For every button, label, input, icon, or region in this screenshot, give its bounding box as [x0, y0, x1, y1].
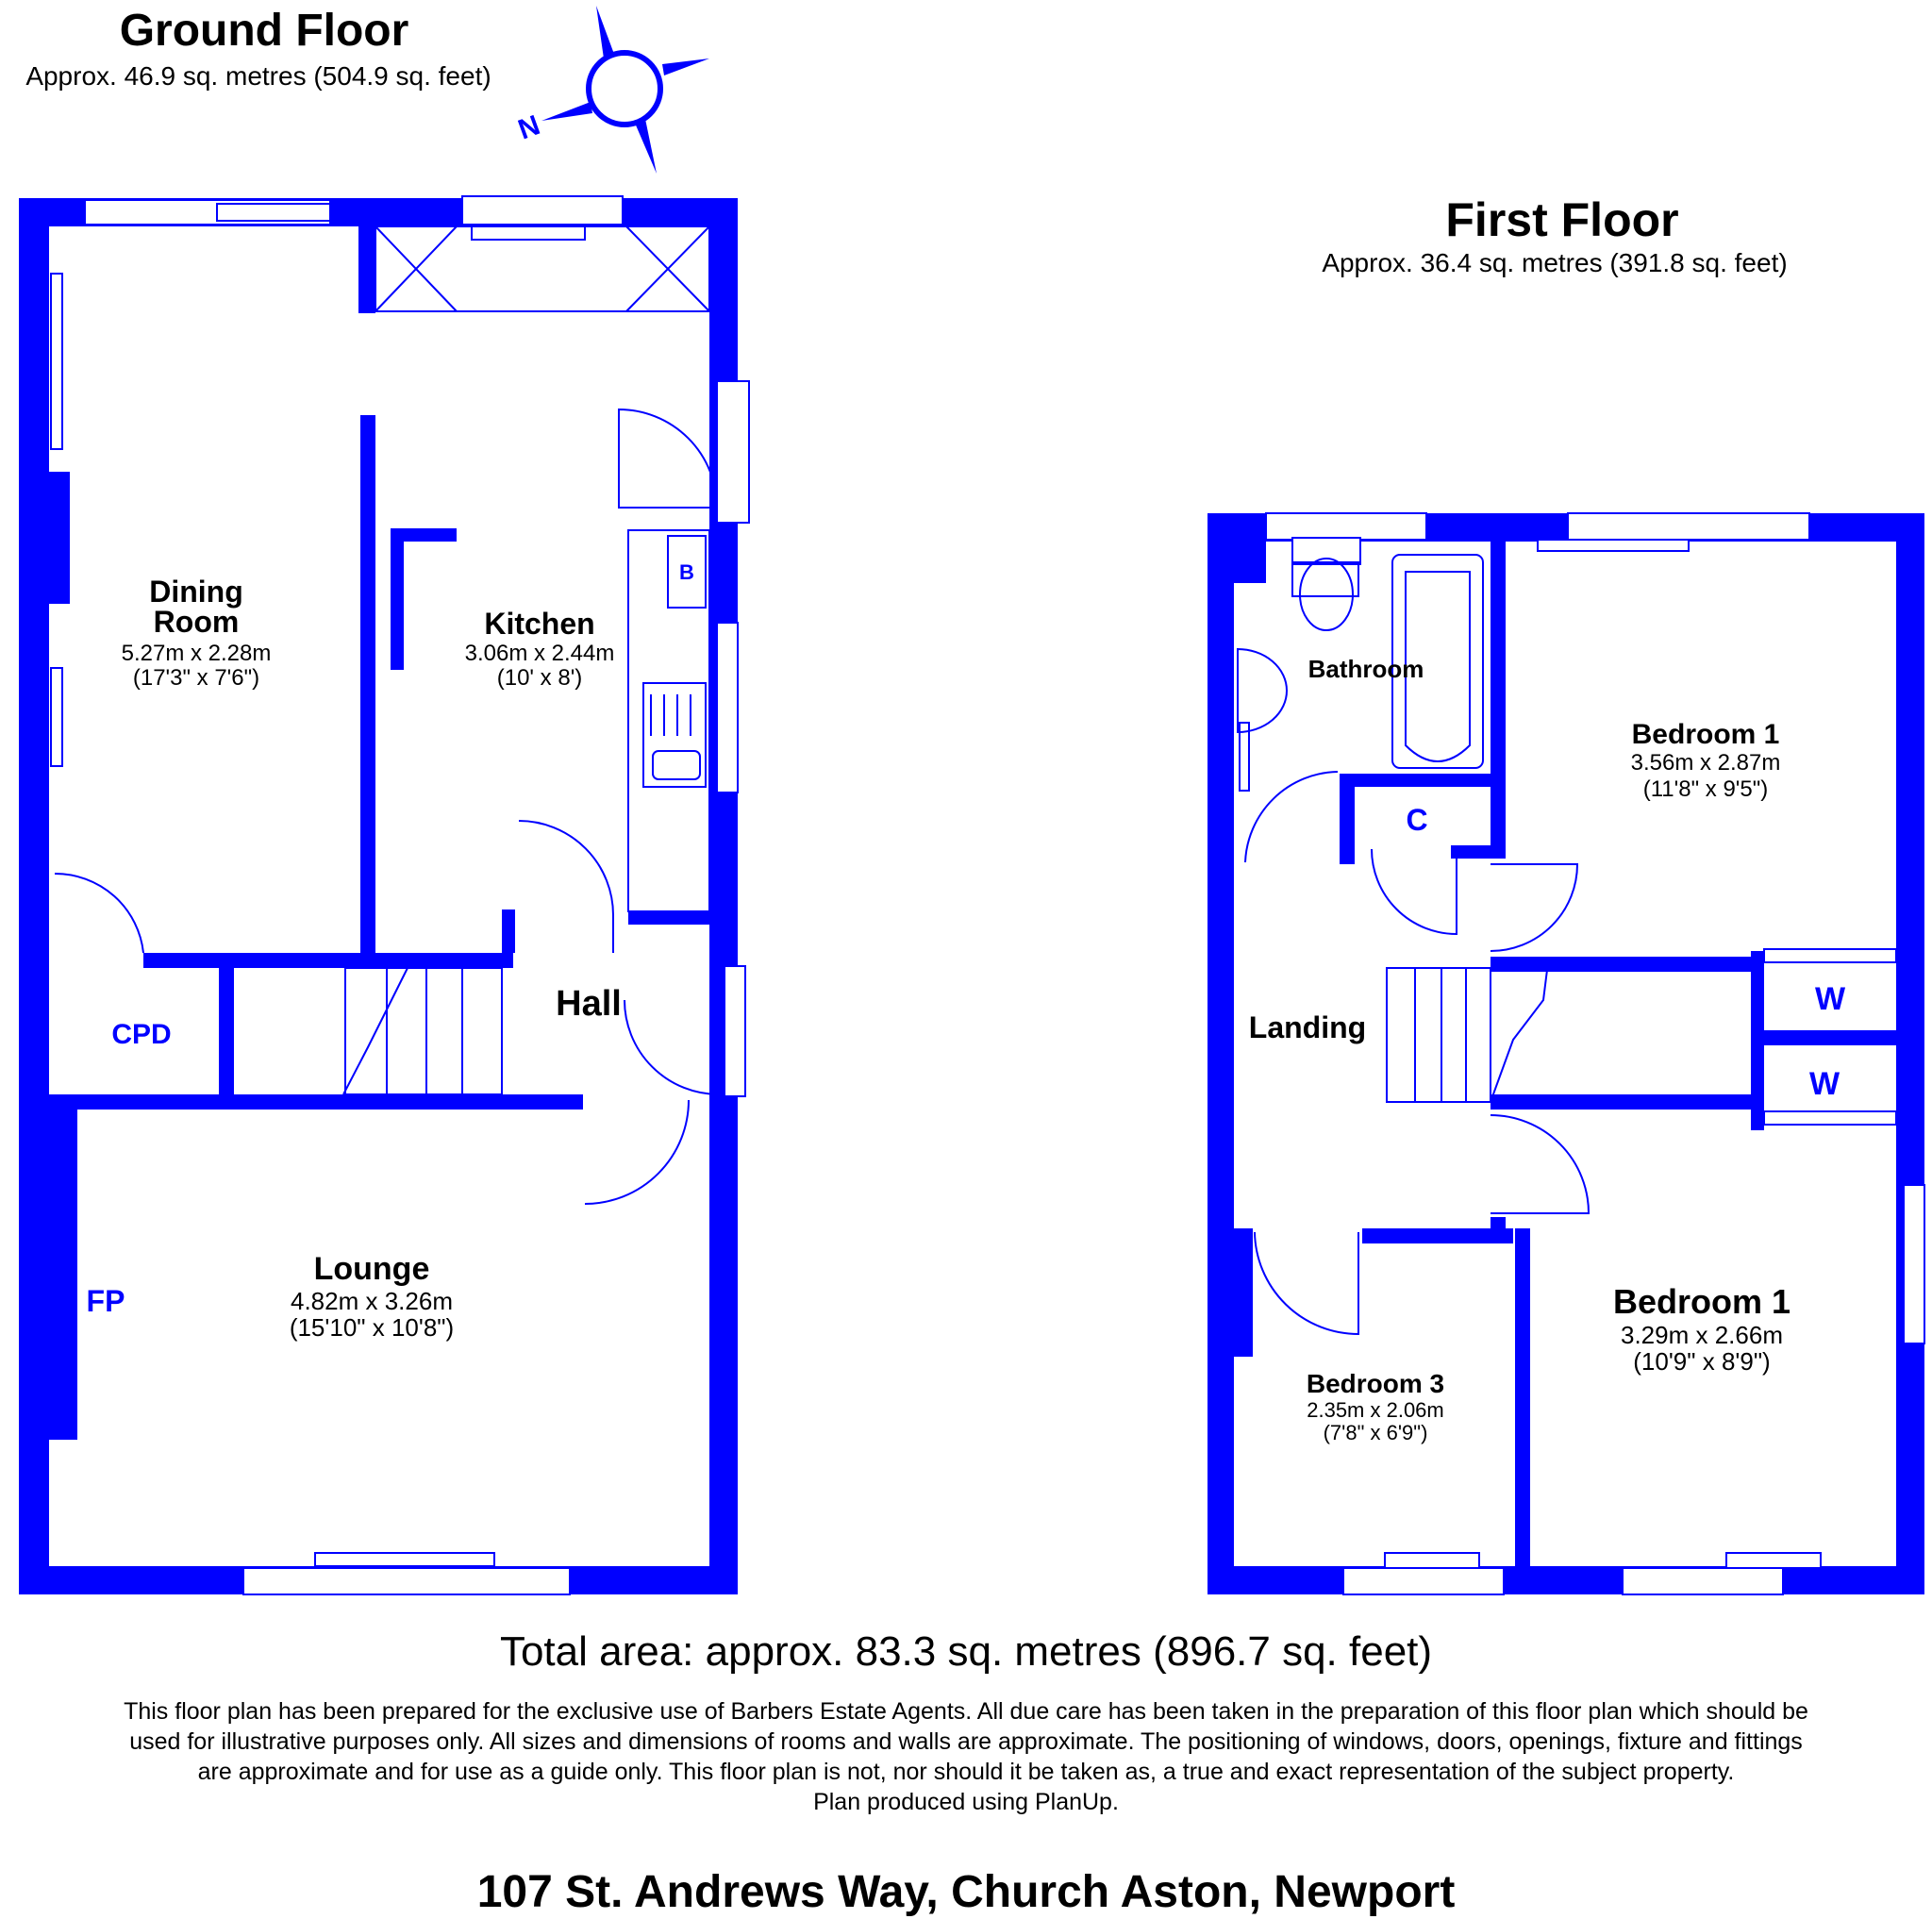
bedroom1-bottom-label: Bedroom 1	[1612, 1282, 1791, 1321]
first-floor-area: Approx. 36.4 sq. metres (391.8 sq. feet)	[1322, 248, 1788, 277]
plan-credit: Plan produced using PlanUp.	[813, 1789, 1119, 1815]
lounge-metric: 4.82m x 3.26m	[291, 1287, 453, 1315]
fireplace-label: FP	[86, 1284, 125, 1318]
staircase-first	[1387, 968, 1547, 1102]
dining-room-imperial: (17'3" x 7'6")	[132, 665, 260, 691]
bedroom3-imperial: (7'8" x 6'9")	[1323, 1421, 1428, 1444]
bedroom1-top-metric: 3.56m x 2.87m	[1630, 750, 1781, 776]
landing-label: Landing	[1248, 1010, 1367, 1044]
wardrobe-2-label: W	[1808, 1066, 1840, 1102]
lounge-label: Lounge	[313, 1251, 430, 1287]
ground-floor-area: Approx. 46.9 sq. metres (504.9 sq. feet)	[25, 61, 491, 91]
dining-room-metric: 5.27m x 2.28m	[121, 641, 272, 666]
bedroom1-top-label: Bedroom 1	[1631, 719, 1780, 750]
cupboard-label: C	[1406, 803, 1428, 837]
cpd-label: CPD	[111, 1019, 172, 1050]
boiler-label: B	[679, 560, 694, 584]
kitchen-imperial: (10' x 8')	[496, 665, 583, 691]
bedroom3-metric: 2.35m x 2.06m	[1307, 1398, 1444, 1422]
hall-label: Hall	[556, 984, 622, 1024]
ground-floor-plan	[19, 196, 749, 1594]
compass-north-label: N	[514, 109, 544, 146]
bedroom3-label: Bedroom 3	[1306, 1369, 1445, 1398]
compass-icon	[514, 6, 709, 174]
property-address: 107 St. Andrews Way, Church Aston, Newport	[476, 1867, 1456, 1917]
staircase-ground	[343, 968, 502, 1094]
kitchen-metric: 3.06m x 2.44m	[464, 641, 615, 666]
dining-room-label: Dining	[149, 575, 243, 609]
disclaimer-text: This floor plan has been prepared for the exclusive use of Barbers Estate Agents. All due care has been taken in the preparation of this floor plan which should be used for illustrative purposes only. All sizes and dimensions of rooms and walls are approximate. The positioning of windows, doors, openings, fixture and fittings are approximate and for use as a guide only. This floor plan is not, nor should it be taken as, a true and exact representation of the subject property.	[124, 1698, 1808, 1785]
first-floor-title: First Floor	[1445, 193, 1679, 246]
kitchen-label: Kitchen	[484, 607, 595, 641]
disclaimer	[0, 1696, 1932, 1817]
bedroom1-top-imperial: (11'8" x 9'5")	[1642, 776, 1769, 802]
bedroom1-bottom-imperial: (10'9" x 8'9")	[1633, 1347, 1771, 1376]
bedroom1-bottom-metric: 3.29m x 2.66m	[1621, 1321, 1783, 1349]
bathroom-label: Bathroom	[1307, 655, 1424, 683]
total-area: Total area: approx. 83.3 sq. metres (896.7 sq. feet)	[499, 1628, 1433, 1675]
wardrobe-1-label: W	[1814, 981, 1846, 1017]
ground-floor-title: Ground Floor	[119, 6, 409, 56]
lounge-imperial: (15'10" x 10'8")	[289, 1313, 455, 1342]
dining-room-label-2: Room	[153, 605, 240, 639]
